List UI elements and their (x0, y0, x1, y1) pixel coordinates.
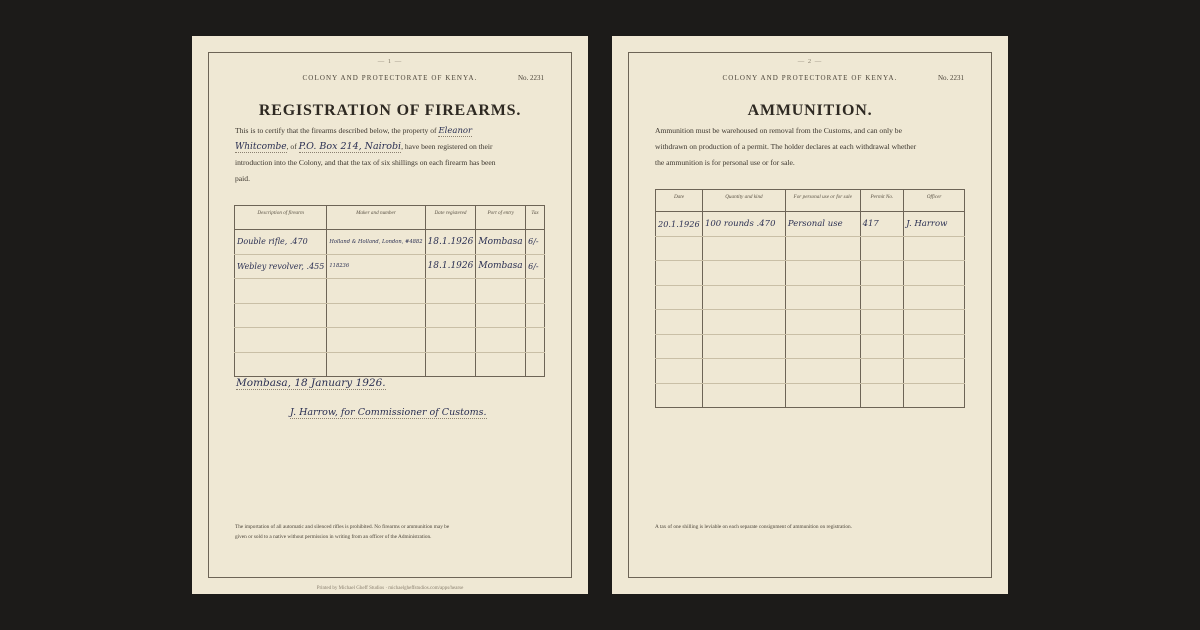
ammunition-table (655, 189, 965, 408)
table-cell-qty (702, 261, 785, 286)
table-cell-tax: 6/- (526, 230, 545, 255)
col-header-officer: Officer (904, 190, 965, 212)
table-cell-officer (904, 310, 965, 335)
table-cell-officer (904, 359, 965, 384)
table-cell-permit (860, 285, 904, 310)
ammo-text-line: withdrawn on production of a permit. The holder declares at each withdrawal whether (655, 142, 917, 151)
table-row (235, 230, 545, 255)
table-cell-date (425, 328, 476, 353)
ammo-text-line: the ammunition is for personal use or for sale. (655, 158, 795, 167)
table-cell-tax (526, 279, 545, 304)
table-row (656, 383, 965, 408)
table-cell-port (476, 279, 526, 304)
table-row (656, 212, 965, 237)
table-cell-port: Mombasa (476, 230, 526, 255)
footnote: A tax of one shilling is leviable on each separate consignment of ammunition on registration. (655, 524, 852, 530)
printer-credit: Printed by Michael Gheff Studios · michaelgheffstudios.com/apps/hearse (316, 586, 464, 591)
table-row (235, 303, 545, 328)
table-cell-qty (702, 310, 785, 335)
table-cell-use (785, 383, 860, 408)
table-cell-maker: Holland & Holland, London, #4882 (327, 230, 425, 255)
table-cell-desc (235, 328, 327, 353)
table-cell-port (476, 328, 526, 353)
table-cell-use (785, 310, 860, 335)
table-cell-tax (526, 328, 545, 353)
owner-last-name: Whitcombe (235, 142, 287, 152)
table-cell-desc (235, 352, 327, 377)
table-cell-maker: 118236 (327, 254, 425, 279)
col-header-permit: Permit No. (860, 190, 904, 212)
table-cell-desc: Double rifle, .470 (235, 230, 327, 255)
col-header-tax: Tax (526, 206, 545, 230)
table-cell-desc (235, 279, 327, 304)
col-header-date: Date registered (425, 206, 476, 230)
document-page-1 (192, 36, 588, 594)
table-cell-date (425, 303, 476, 328)
table-cell-use: Personal use (785, 212, 860, 237)
table-cell-date (656, 359, 703, 384)
table-row (656, 359, 965, 384)
table-row (235, 328, 545, 353)
table-cell-qty (702, 359, 785, 384)
cert-text: introduction into the Colony, and that the tax of six shillings on each firearm has been (235, 158, 496, 167)
table-cell-maker (327, 328, 425, 353)
table-cell-use (785, 285, 860, 310)
officer-signature: J. Harrow, for Commissioner of Customs. (290, 407, 487, 418)
table-cell-tax (526, 303, 545, 328)
cert-text: paid. (235, 174, 250, 183)
place-and-date: Mombasa, 18 January 1926. (236, 377, 386, 389)
table-row (656, 236, 965, 261)
table-cell-date (656, 383, 703, 408)
table-cell-maker (327, 279, 425, 304)
table-cell-date: 18.1.1926 (425, 254, 476, 279)
table-cell-desc (235, 303, 327, 328)
table-cell-port (476, 303, 526, 328)
footnote (235, 522, 449, 542)
page-number: — 1 — (377, 58, 403, 65)
table-cell-date (656, 310, 703, 335)
table-cell-maker (327, 352, 425, 377)
table-cell-port: Mombasa (476, 254, 526, 279)
table-cell-permit: 417 (860, 212, 904, 237)
table-cell-maker (327, 303, 425, 328)
table-cell-officer (904, 261, 965, 286)
table-cell-officer (904, 334, 965, 359)
owner-first-name: Eleanor (438, 126, 473, 136)
table-cell-permit (860, 261, 904, 286)
table-cell-date (425, 352, 476, 377)
table-cell-officer: J. Harrow (904, 212, 965, 237)
table-cell-tax (526, 352, 545, 377)
table-row (656, 334, 965, 359)
table-cell-date (425, 279, 476, 304)
footnote-line: given or sold to a native without permission in writing from an officer of the Administration. (235, 534, 432, 540)
table-cell-qty (702, 334, 785, 359)
table-cell-use (785, 261, 860, 286)
table-row (656, 285, 965, 310)
table-row (235, 254, 545, 279)
col-header-use: For personal use or for sale (785, 190, 860, 212)
firearms-table (234, 205, 545, 377)
table-cell-date (656, 285, 703, 310)
table-cell-permit (860, 383, 904, 408)
table-cell-use (785, 334, 860, 359)
table-cell-qty: 100 rounds .470 (702, 212, 785, 237)
col-header-description: Description of firearm (235, 206, 327, 230)
col-header-port: Port of entry (476, 206, 526, 230)
table-cell-officer (904, 285, 965, 310)
table-cell-qty (702, 285, 785, 310)
cert-text: , of (286, 142, 297, 151)
cert-text: This is to certify that the firearms described below, the property of (235, 126, 437, 135)
table-row (656, 310, 965, 335)
table-cell-permit (860, 310, 904, 335)
table-cell-officer (904, 236, 965, 261)
table-cell-permit (860, 359, 904, 384)
owner-address: P.O. Box 214, Nairobi (298, 141, 402, 152)
cert-text: , have been registered on their (401, 142, 493, 151)
table-cell-port (476, 352, 526, 377)
ammo-text-line: Ammunition must be warehoused on removal from the Customs, and can only be (655, 126, 902, 135)
page-title: AMMUNITION. (747, 102, 873, 119)
table-row (235, 279, 545, 304)
table-cell-use (785, 236, 860, 261)
col-header-maker: Maker and number (327, 206, 425, 230)
table-cell-permit (860, 236, 904, 261)
table-cell-date (656, 334, 703, 359)
table-cell-use (785, 359, 860, 384)
table-cell-date (656, 236, 703, 261)
form-number: No. 2231 (517, 74, 544, 82)
table-cell-desc: Webley revolver, .455 (235, 254, 327, 279)
table-cell-qty (702, 236, 785, 261)
page-number: — 2 — (797, 58, 823, 65)
table-cell-officer (904, 383, 965, 408)
colony-heading: COLONY AND PROTECTORATE OF KENYA. (302, 74, 478, 82)
document-page-2 (612, 36, 1008, 594)
table-cell-permit (860, 334, 904, 359)
ammunition-text (655, 123, 967, 171)
footnote-line: The importation of all automatic and silenced rifles is prohibited. No firearms or ammunition may be (235, 524, 450, 530)
table-row (235, 352, 545, 377)
table-cell-tax: 6/- (526, 254, 545, 279)
form-number: No. 2231 (937, 74, 964, 82)
col-header-quantity: Quantity and kind (702, 190, 785, 212)
certificate-text (235, 123, 547, 187)
table-cell-date: 18.1.1926 (425, 230, 476, 255)
table-cell-qty (702, 383, 785, 408)
table-cell-date: 20.1.1926 (656, 212, 703, 237)
col-header-date: Date (656, 190, 703, 212)
table-row (656, 261, 965, 286)
page-title: REGISTRATION OF FIREARMS. (258, 102, 522, 119)
colony-heading: COLONY AND PROTECTORATE OF KENYA. (722, 74, 898, 82)
table-cell-date (656, 261, 703, 286)
